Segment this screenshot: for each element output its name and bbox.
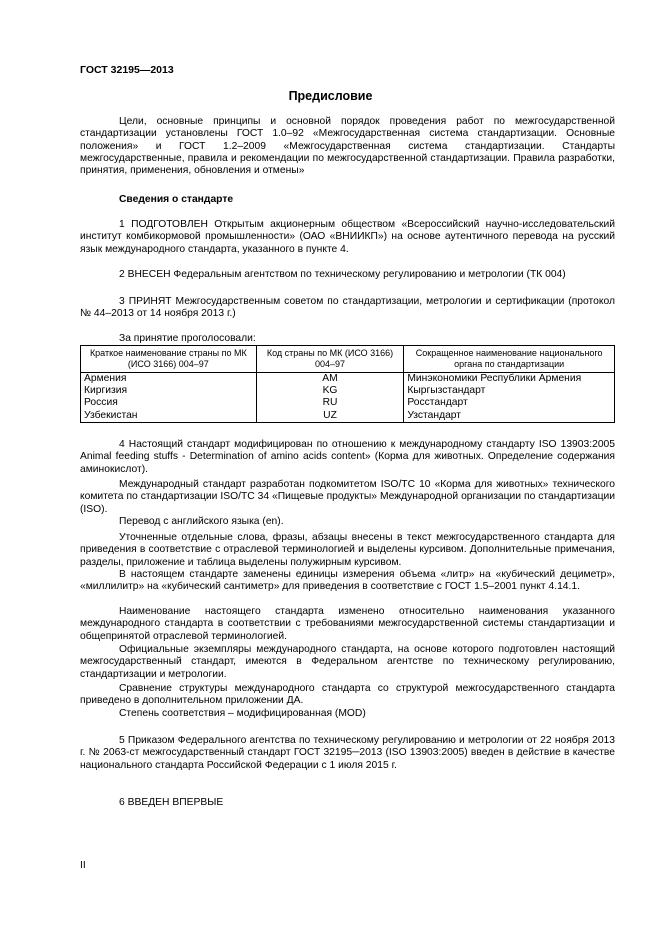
- item-4-translation-paragraph: Перевод с английского языка (en).: [119, 516, 284, 527]
- document-number-header: ГОСТ 32195—2013: [80, 64, 174, 76]
- item-4-official-copies-paragraph: Официальные экземпляры международного стандарта, на основе которого подготовлен настоящий межгосударственный стандарт, имеются в Федеральном агентстве по техническому регулированию, стандартизации и метрологии.: [80, 644, 615, 680]
- cell-code: AM: [256, 373, 404, 386]
- cell-body: Узстандарт: [404, 410, 615, 423]
- cell-country: Россия: [81, 397, 257, 409]
- header-country-code: Код страны по МК (ИСО 3166) 004–97: [256, 346, 404, 373]
- cell-body: Минэкономики Республики Армения: [404, 373, 615, 386]
- item-4-units-paragraph: В настоящем стандарте заменены единицы измерения объема «литр» на «кубический дециметр», «миллилитр» на «кубический сантиметр» для приведения в соответствие с ГОСТ 1.5–2001 пункт 4.14.1.: [80, 569, 615, 593]
- section-title: Сведения о стандарте: [119, 194, 234, 205]
- page-number: II: [80, 860, 86, 871]
- item-6-paragraph: 6 ВВЕДЕН ВПЕРВЫЕ: [119, 797, 224, 808]
- cell-code: RU: [256, 397, 404, 409]
- cell-code: KG: [256, 385, 404, 397]
- item-1-paragraph: 1 ПОДГОТОВЛЕН Открытым акционерным обществом «Всероссийский научно-исследовательский институт комбикормовой промышленности» (ОАО «ВНИИКП») на основе аутентичного перевода на русский язык международного стандарта, указанного в пункте 4.: [80, 219, 615, 255]
- cell-code: UZ: [256, 410, 404, 423]
- item-4-development-paragraph: Международный стандарт разработан подкомитетом ISO/TC 10 «Корма для животных» технического комитета по стандартизации ISO/TC 34 «Пищевые продукты» Международной организации по стандартизации (ISO).: [80, 479, 615, 515]
- item-3-paragraph: 3 ПРИНЯТ Межгосударственным советом по стандартизации, метрологии и сертификации (протокол № 44–2013 от 14 ноября 2013 г.): [80, 296, 615, 320]
- item-4-name-change-paragraph: Наименование настоящего стандарта изменено относительно наименования указанного международного стандарта в соответствии с требованиями межгосударственной системы стандартизации и общепринятой отраслевой терминологией.: [80, 606, 615, 642]
- table-row: [81, 397, 615, 409]
- table-row: [81, 373, 615, 386]
- cell-body: Росстандарт: [404, 397, 615, 409]
- cell-body: Кыргызстандарт: [404, 385, 615, 397]
- item-4-structure-comparison-paragraph: Сравнение структуры международного стандарта со структурой межгосударственного стандарта приведено в дополнительном приложении ДА.: [80, 683, 615, 707]
- vote-table: [80, 345, 615, 423]
- table-row: [81, 385, 615, 397]
- item-5-paragraph: 5 Приказом Федерального агентства по техническому регулированию и метрологии от 22 ноября 2013 г. № 2063-ст межгосударственный стандарт ГОСТ 32195─2013 (ISO 13903:2005) введен в действие в качестве национального стандарта Российской Федерации с 1 июля 2015 г.: [80, 735, 615, 771]
- cell-country: Узбекистан: [81, 410, 257, 423]
- item-4-paragraph: 4 Настоящий стандарт модифицирован по отношению к международному стандарту ISO 13903:2005 Animal feeding stuffs - Determination of amino acids content» (Корма для животных. Определение содержания аминокислот).: [80, 439, 615, 475]
- intro-paragraph: Цели, основные принципы и основной порядок проведения работ по межгосударственной стандартизации установлены ГОСТ 1.0–92 «Межгосударственная система стандартизации. Основные положения» и ГОСТ 1.2–2009 «Межгосударственная система стандартизации. Стандарты межгосударственные, правила и рекомендации по межгосударственной стандартизации. Правила разработки, принятия, применения, обновления и отмены»: [80, 116, 615, 177]
- cell-country: Армения: [81, 373, 257, 386]
- vote-table-header-row: [81, 346, 615, 373]
- item-2-paragraph: 2 ВНЕСЕН Федеральным агентством по техническому регулированию и метрологии (ТК 004): [119, 269, 566, 280]
- header-country-name: Краткое наименование страны по МК (ИСО 3166) 004–97: [81, 346, 257, 373]
- table-row: [81, 410, 615, 423]
- vote-table-label: За принятие проголосовали:: [119, 333, 256, 344]
- header-national-body: Сокращенное наименование национального органа по стандартизации: [404, 346, 615, 373]
- page-title: Предисловие: [288, 89, 373, 103]
- cell-country: Киргизия: [81, 385, 257, 397]
- item-4-terminology-paragraph: Уточненные отдельные слова, фразы, абзацы внесены в текст межгосударственного стандарта для приведения в соответствие с отраслевой терминологией и выделены курсивом. Дополнительные примечания, разделы, приложение и таблица выделены полужирным курсивом.: [80, 532, 615, 568]
- item-4-conformity-paragraph: Степень соответствия – модифицированная (MOD): [119, 708, 366, 719]
